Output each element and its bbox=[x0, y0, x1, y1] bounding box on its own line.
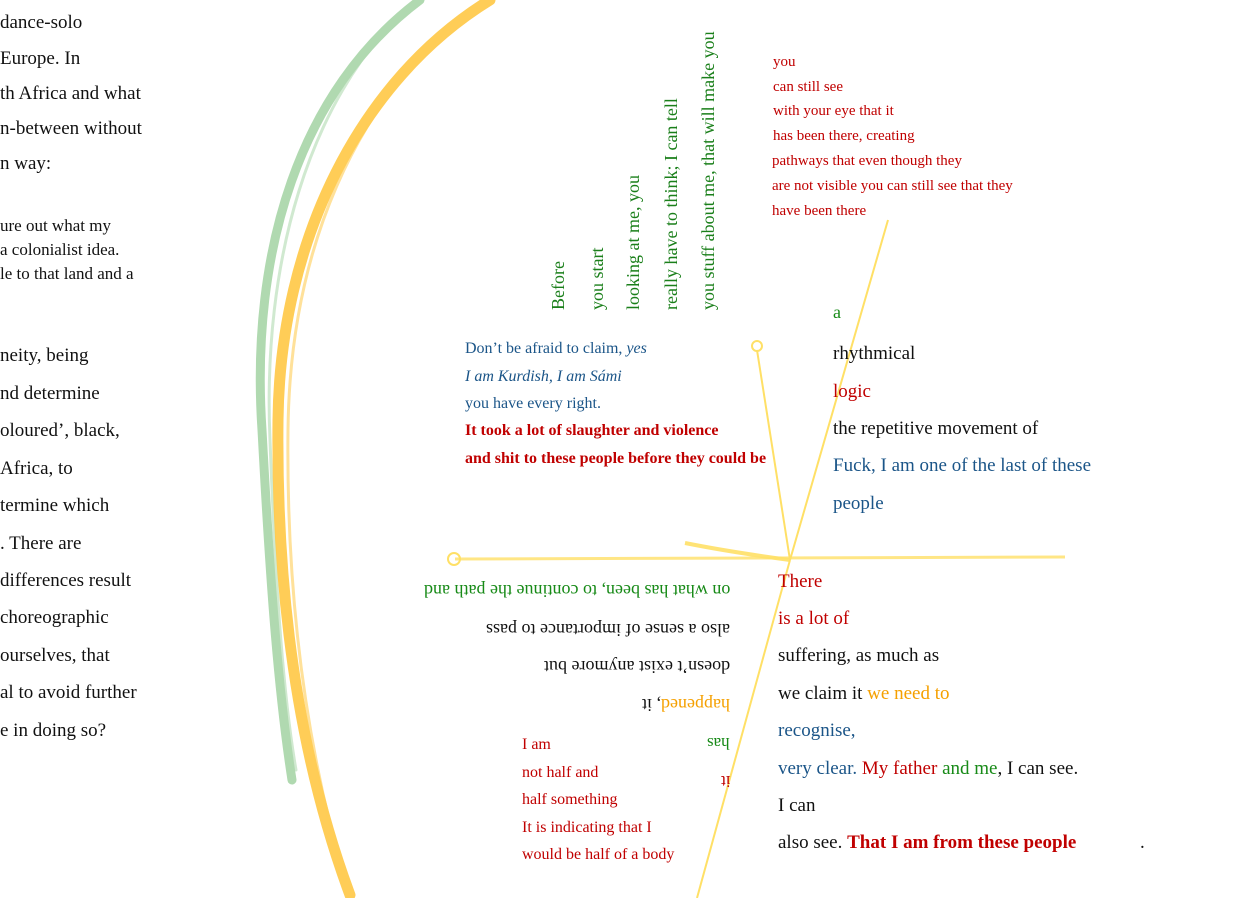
vertical-green-line: you stuff about me, that will make you bbox=[698, 31, 718, 310]
red-line: It is indicating that I bbox=[522, 819, 652, 836]
red-line: would be half of a body bbox=[522, 846, 675, 863]
red-line: are not visible you can still see that they bbox=[772, 178, 1013, 194]
happened-word: happened bbox=[661, 695, 730, 715]
movement-line: the repetitive movement of bbox=[833, 418, 1039, 439]
left-line: ure out what my bbox=[0, 216, 111, 235]
lot-line: is a lot of bbox=[778, 608, 850, 629]
rhythmical-word: rhythmical bbox=[833, 343, 916, 364]
there-word: There bbox=[778, 571, 823, 592]
flipped-line: has bbox=[707, 734, 730, 753]
claim-it-text: we claim it bbox=[778, 683, 868, 704]
left-line: ourselves, that bbox=[0, 645, 110, 666]
vertical-green-line: you start bbox=[587, 247, 607, 310]
left-line: termine which bbox=[0, 495, 110, 516]
it-word: , it bbox=[642, 695, 662, 715]
left-line: al to avoid further bbox=[0, 682, 137, 703]
claim-it-line bbox=[778, 683, 949, 705]
need-to-text: we need to bbox=[867, 683, 950, 704]
left-line: Europe. In bbox=[0, 48, 81, 69]
red-line: not half and bbox=[522, 764, 599, 781]
very-clear-text: very clear. bbox=[778, 758, 862, 779]
and-me-text: and me bbox=[937, 758, 998, 779]
left-line: a colonialist idea. bbox=[0, 240, 120, 259]
left-line: le to that land and a bbox=[0, 264, 134, 283]
a-word: a bbox=[833, 302, 841, 322]
right-line: you have every right. bbox=[465, 395, 601, 412]
red-line: with your eye that it bbox=[773, 103, 894, 119]
left-line: choreographic bbox=[0, 607, 109, 628]
red-line: pathways that even though they bbox=[772, 153, 962, 169]
people-word: people bbox=[833, 493, 884, 514]
yes-text: yes bbox=[626, 340, 647, 357]
vertical-green-line: Before bbox=[548, 261, 568, 310]
also-see-line bbox=[778, 832, 1076, 854]
left-line: Africa, to bbox=[0, 458, 73, 479]
suffering-line: suffering, as much as bbox=[778, 645, 940, 666]
trailing-dot: . bbox=[1140, 832, 1145, 853]
flipped-line bbox=[642, 694, 730, 715]
claim-text: Don’t be afraid to claim, bbox=[465, 340, 627, 357]
flipped-line: on what has been, to continue the path and bbox=[423, 581, 730, 601]
left-line: differences result bbox=[0, 570, 132, 591]
i-can-line: I can bbox=[778, 795, 816, 816]
red-line: has been there, creating bbox=[773, 128, 915, 144]
claim-line bbox=[465, 340, 647, 358]
red-line: can still see bbox=[773, 79, 843, 95]
red-line: you bbox=[773, 54, 796, 70]
left-line: nd determine bbox=[0, 383, 100, 404]
kurdish-line: I am Kurdish, I am Sámi bbox=[465, 368, 622, 385]
vertical-green-line: looking at me, you bbox=[623, 175, 643, 310]
logic-word: logic bbox=[833, 381, 871, 402]
red-line: have been there bbox=[772, 203, 867, 219]
very-clear-line bbox=[778, 758, 1078, 780]
left-line: dance-solo bbox=[0, 12, 83, 33]
flipped-line: also a sense of importance to pass bbox=[486, 620, 730, 640]
shit-line: and shit to these people before they could be bbox=[465, 450, 767, 467]
i-can-see-text: , I can see. bbox=[997, 758, 1079, 779]
left-line: th Africa and what bbox=[0, 83, 141, 104]
left-line: n-between without bbox=[0, 118, 142, 139]
these-people-text: That I am from these people bbox=[847, 832, 1077, 853]
flipped-line: it bbox=[720, 772, 730, 791]
left-line: e in doing so? bbox=[0, 720, 107, 741]
red-line: half something bbox=[522, 791, 618, 808]
left-line: . There are bbox=[0, 533, 82, 554]
recognise-word: recognise, bbox=[778, 720, 856, 741]
also-see-text: also see. bbox=[778, 832, 848, 853]
fuck-line: Fuck, I am one of the last of these bbox=[833, 455, 1092, 476]
flipped-line: doesn’t exist anymore but bbox=[543, 657, 730, 677]
left-line: oloured’, black, bbox=[0, 420, 120, 441]
red-line: I am bbox=[522, 736, 551, 753]
slaughter-line: It took a lot of slaughter and violence bbox=[465, 422, 719, 439]
vertical-green-line: really have to think; I can tell bbox=[661, 98, 681, 310]
my-father-text: My father bbox=[861, 758, 938, 779]
left-line: n way: bbox=[0, 153, 52, 174]
left-line: neity, being bbox=[0, 345, 89, 366]
